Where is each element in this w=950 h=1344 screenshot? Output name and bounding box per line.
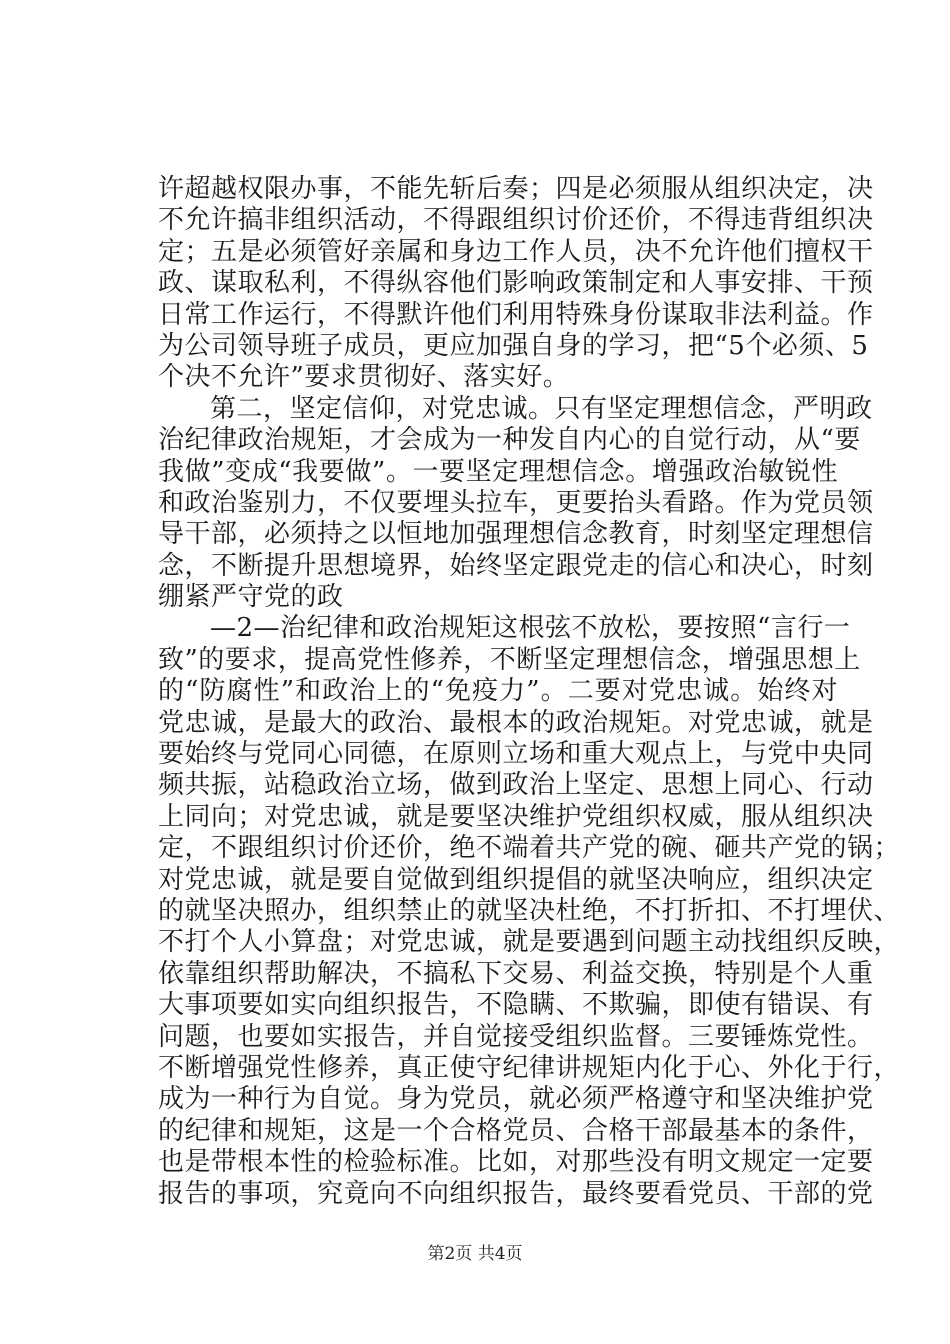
text-line: 治纪律政治规矩，才会成为一种发自内心的自觉行动，从“要 [158,425,861,456]
text-line: 大事项要如实向组织报告，不隐瞒、不欺骗，即使有错误、有 [158,990,874,1021]
text-line: 问题，也要如实报告，并自觉接受组织监督。三要锤炼党性。 [158,1021,874,1052]
document-body [158,174,901,1210]
text-line: 许超越权限办事，不能先斩后奏；四是必须服从组织决定，决 [158,174,874,204]
text-line: 的“防腐性”和政治上的“免疫力”。二要对党忠诚。始终对 [158,676,838,707]
text-line: 为公司领导班子成员，更应加强自身的学习，把“5个必须、5 [158,330,869,361]
text-line: 念，不断提升思想境界，始终坚定跟党走的信心和决心，时刻 [158,550,874,581]
text-line: 导干部，必须持之以恒地加强理想信念教育，时刻坚定理想信 [158,519,874,550]
text-line: 的纪律和规矩，这是一个合格党员、合格干部最基本的条件， [158,1115,874,1146]
text-line: 日常工作运行，不得默许他们利用特殊身份谋取非法利益。作 [158,299,874,330]
text-line: 定；五是必须管好亲属和身边工作人员，决不允许他们擅权干 [158,236,874,267]
text-line: 不允许搞非组织活动，不得跟组织讨价还价，不得违背组织决 [158,205,874,236]
text-line: 也是带根本性的检验标准。比如，对那些没有明文规定一定要 [158,1147,874,1178]
text-line: 政、谋取私利，不得纵容他们影响政策制定和人事安排、干预 [158,268,874,299]
text-line: —2—治纪律和政治规矩这根弦不放松，要按照“言行一 [210,613,851,644]
text-line: 绷紧严守党的政 [158,582,344,613]
text-line: 频共振，站稳政治立场，做到政治上坚定、思想上同心、行动 [158,770,874,801]
text-line: 上同向；对党忠诚，就是要坚决维护党组织权威，服从组织决 [158,801,874,832]
text-line: 报告的事项，究竟向不向组织报告，最终要看党员、干部的党 [158,1178,874,1209]
text-line: 成为一种行为自觉。身为党员，就必须严格遵守和坚决维护党 [158,1084,874,1115]
text-line: 的就坚决照办，组织禁止的就坚决杜绝，不打折扣、不打埋伏、 [158,895,901,926]
text-line: 个决不允许”要求贯彻好、落实好。 [158,362,570,393]
page-footer: 第2页 共4页 [427,1244,523,1264]
text-line: 不断增强党性修养，真正使守纪律讲规矩内化于心、外化于行， [158,1052,901,1083]
text-line: 第二，坚定信仰，对党忠诚。只有坚定理想信念，严明政 [210,393,873,424]
text-line: 要始终与党同心同德，在原则立场和重大观点上，与党中央同 [158,739,874,770]
text-line: 对党忠诚，就是要自觉做到组织提倡的就坚决响应，组织决定 [158,864,874,895]
text-line: 党忠诚，是最大的政治、最根本的政治规矩。对党忠诚，就是 [158,707,874,738]
text-line: 和政治鉴别力，不仅要埋头拉车，更要抬头看路。作为党员领 [158,487,874,518]
text-line: 致”的要求，提高党性修养，不断坚定理想信念，增强思想上 [158,644,861,675]
text-line: 定，不跟组织讨价还价，绝不端着共产党的碗、砸共产党的锅； [158,833,901,864]
text-line: 我做”变成“我要做”。一要坚定理想信念。增强政治敏锐性 [158,456,838,487]
text-line: 依靠组织帮助解决，不搞私下交易、利益交换，特别是个人重 [158,958,874,989]
text-line: 不打个人小算盘；对党忠诚，就是要遇到问题主动找组织反映， [158,927,901,958]
